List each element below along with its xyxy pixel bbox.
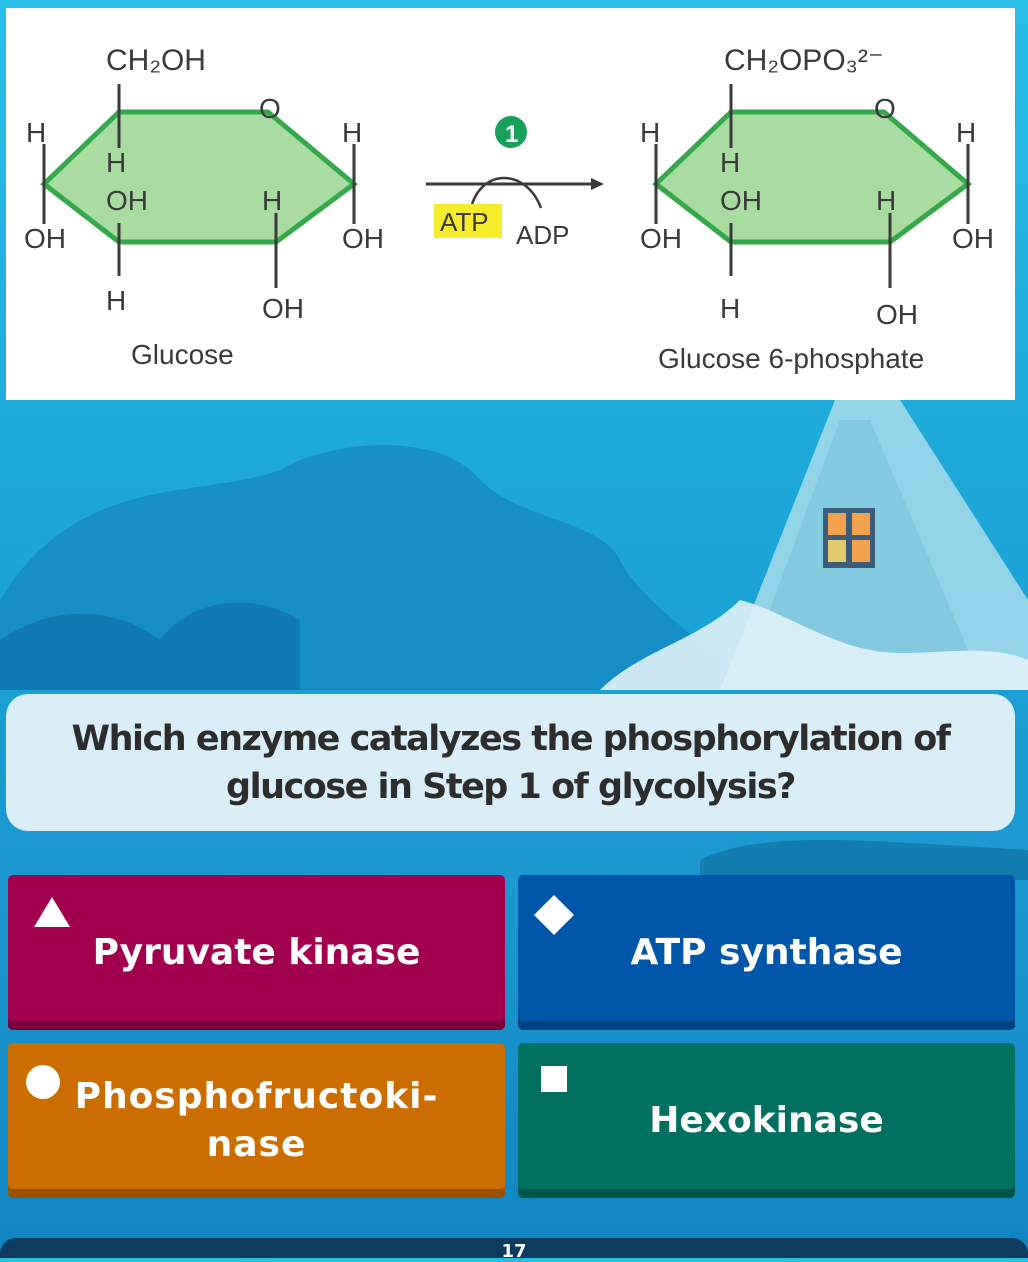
svg-text:H: H — [956, 117, 977, 148]
question-card — [6, 694, 1015, 831]
svg-text:H: H — [342, 117, 363, 148]
svg-text:OH: OH — [952, 223, 994, 254]
svg-text:OH: OH — [24, 223, 66, 254]
triangle-icon — [32, 895, 72, 929]
answer-label: ATP synthase — [630, 931, 903, 973]
square-icon — [540, 1065, 568, 1093]
svg-text:O: O — [259, 93, 281, 124]
answer-option-2[interactable] — [518, 875, 1015, 1030]
glucose-label: Glucose — [131, 339, 234, 370]
svg-text:OH: OH — [876, 299, 918, 330]
glucose-6-phosphate-label: Glucose 6-phosphate — [658, 343, 925, 374]
svg-text:H: H — [26, 117, 47, 148]
question-text: Which enzyme catalyzes the phosphorylation of glucose in Step 1 of glycolysis? — [71, 718, 950, 807]
reaction-arrow — [426, 116, 604, 250]
glycolysis-diagram — [6, 8, 1015, 400]
question-counter-bar — [0, 1238, 1028, 1262]
answer-option-4[interactable] — [518, 1043, 1015, 1198]
phosphate-top-group: CH₂OPO₃²⁻ — [724, 44, 884, 77]
svg-text:O: O — [874, 93, 896, 124]
svg-text:H: H — [106, 147, 127, 178]
svg-text:OH: OH — [106, 185, 148, 216]
svg-text:H: H — [262, 185, 283, 216]
glucose-top-group: CH₂OH — [106, 44, 206, 77]
diamond-icon — [532, 893, 576, 937]
svg-text:OH: OH — [640, 223, 682, 254]
answer-label: Hexokinase — [649, 1099, 884, 1141]
svg-text:H: H — [720, 293, 741, 324]
svg-text:H: H — [640, 117, 661, 148]
svg-text:OH: OH — [720, 185, 762, 216]
glucose-structure — [24, 44, 384, 370]
answer-option-1[interactable] — [8, 875, 505, 1030]
adp-label: ADP — [516, 220, 570, 250]
answer-option-3[interactable] — [8, 1043, 505, 1198]
svg-text:H: H — [876, 185, 897, 216]
svg-text:H: H — [106, 285, 127, 316]
svg-text:H: H — [720, 147, 741, 178]
circle-icon — [24, 1063, 62, 1101]
glucose-6-phosphate-structure — [640, 44, 994, 374]
atp-label: ATP — [440, 207, 489, 237]
svg-text:OH: OH — [262, 293, 304, 324]
question-number: 17 — [501, 1241, 527, 1262]
svg-text:OH: OH — [342, 223, 384, 254]
answer-label: Pyruvate kinase — [92, 931, 421, 973]
svg-text:1: 1 — [505, 121, 519, 148]
answer-label: Phosphofructoki- nase — [74, 1075, 439, 1165]
